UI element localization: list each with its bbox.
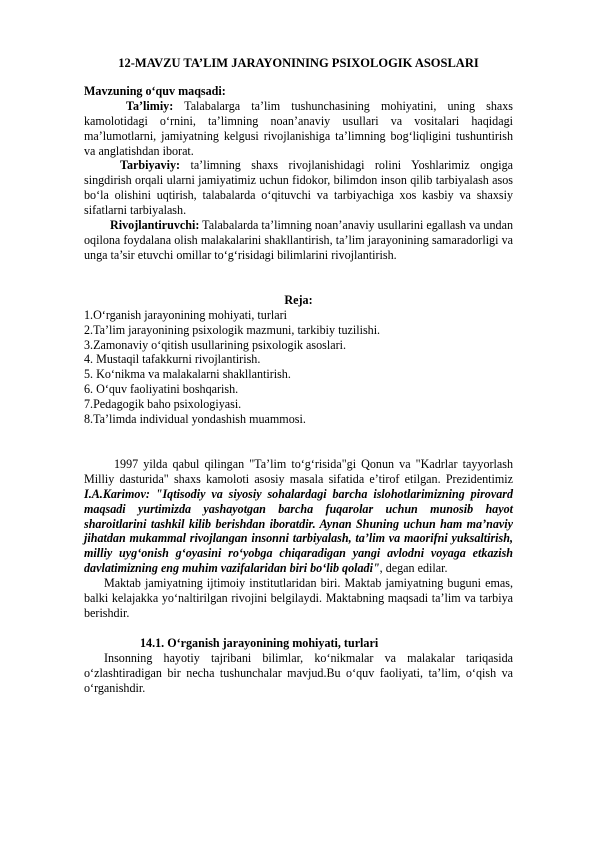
plan-item: 2.Ta’lim jarayonining psixologik mazmuni, tarkibiy tuzilishi. — [84, 322, 381, 337]
aim-developmental-label: Rivojlantiruvchi: — [110, 218, 200, 233]
aim-upbringing-text: ta’limning shaxs rivojlanishidagi rolini Yoshlarimiz ongiga singdirish orqali ularni jamiyatimiz uchun fidokor, bilimdon inson qilib tarbiyalash asos bo‘la olishini uqtirish, talabalarda o‘qituvchi va tarbiyachiga xos kasbiy va shaxsiy sifatlarni tarbiyalash. — [84, 158, 513, 218]
plan-item: 6. O‘quv faoliyatini boshqarish. — [84, 382, 239, 397]
school-paragraph: Maktab jamiyatning ijtimoiy institutlaridan biri. Maktab jamiyatning buguni emas, balki kelajakka yo‘naltirilgan rivojini belgilaydi. Maktabning maqsadi ta’lim va tarbiya berishdir. — [84, 576, 513, 620]
section-paragraph: Insonning hayotiy tajribani bilimlar, ko‘nikmalar va malakalar tariqasida o‘zlashtiradigan bir necha tushunchalar mavjud.Bu o‘quv faoliyati, ta’lim, o‘qish va o‘rganishdir. — [84, 650, 513, 695]
plan-item: 8.Ta’limda individual yondashish muammosi. — [84, 412, 306, 427]
intro-end-text: , degan edilar. — [379, 561, 448, 576]
page-content — [84, 56, 513, 696]
aim-upbringing-label: Tarbiyaviy: — [120, 158, 181, 173]
document-title: 12-MAVZU TA’LIM JARAYONINING PSIXOLOGIK ASOSLARI — [118, 56, 479, 70]
plan-list — [84, 308, 513, 427]
intro-plain-text: 1997 yilda qabul qilingan "Ta’lim to‘g‘risida"gi Qonun va "Kadrlar tayyorlash Milliy dasturida" shaxs kamoloti asosiy masala sifatida e’tirof etilgan. Prezidentimiz — [84, 456, 513, 486]
plan-item: 1.O‘rganish jarayonining mohiyati, turlari — [84, 307, 287, 322]
aim-developmental — [84, 218, 513, 263]
president-quote: I.A.Karimov: "Iqtisodiy va siyosiy sohalardagi barcha islohotlarimizning pirovard maqsadi yurtimizda yashayotgan barcha fuqarolar uchun munosib hayot sharoitlarini tashkil kilib berishdan iboratdir. Aynan Shuning uchun ham ma’naviy jihatdan mukammal rivojlangan insonni tarbiyalash, ta’lim va maorifni yuksaltirish, milliy uyg‘onish g‘oyasini ro‘yobga chiqaradigan yangi avlodni voyaga etkazish davlatimizning eng muhim vazifalaridan biri bo‘lib qoladi" — [84, 486, 513, 576]
plan-item: 5. Ko‘nikma va malakalarni shakllantirish. — [84, 367, 291, 382]
plan-heading: Reja: — [284, 292, 313, 307]
plan-item: 7.Pedagogik baho psixologiyasi. — [84, 397, 242, 412]
intro-paragraph — [84, 457, 513, 576]
aim-educational-label: Ta’limiy: — [126, 98, 174, 113]
aim-developmental-text: Talabalarda ta’limning noan’anaviy usullarini egallash va undan oqilona foydalana olish malakalarini shakllantirish, ta’lim jarayonining samaradorligi va unga ta’sir etuvchi omillar to‘g‘risidagi bilimlarini rivojlantirish. — [84, 218, 513, 262]
aim-upbringing — [84, 158, 513, 218]
aim-educational — [84, 99, 513, 159]
aims-heading: Mavzuning o‘quv maqsadi: — [84, 83, 226, 98]
plan-item: 4. Mustaqil tafakkurni rivojlantirish. — [84, 352, 261, 367]
aim-educational-text: Talabalarga ta’lim tushunchasining mohiyatini, uning shaxs kamolotidagi o‘rnini, ta’limning noan’anaviy usullari va vositalari haqidagi ma’lumotlarni, jamiyatning kelgusi rivojlanishiga ta’limning bog‘liqligini tushuntirish va anglatishdan iborat. — [84, 98, 513, 158]
plan-item: 3.Zamonaviy o‘qitish usullarining psixologik asoslari. — [84, 337, 347, 352]
section-title: 14.1. O‘rganish jarayonining mohiyati, turlari — [140, 635, 379, 650]
